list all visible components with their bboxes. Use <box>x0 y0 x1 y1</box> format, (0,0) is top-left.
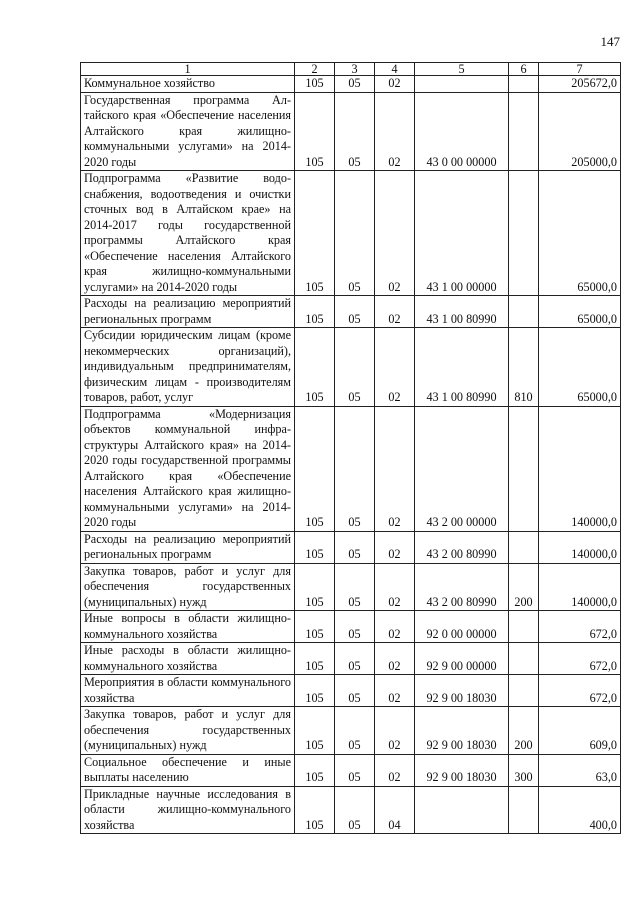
row-name-cell: Подпрограмма «Модернизация объектов коммунальной инфраструктуры Алтайского края» на 2014-2020 годы государственной программы Алтайского края «Обеспечение населения Алтайского края жилищно-коммунальными услугами» на 2014-2020 годы <box>81 406 295 531</box>
row-expense-type-cell <box>509 786 539 834</box>
row-code-4-cell: 04 <box>375 786 415 834</box>
row-amount-cell: 205000,0 <box>539 92 621 171</box>
row-code-2-cell: 105 <box>295 643 335 675</box>
row-target-code-cell: 92 9 00 18030 <box>415 675 509 707</box>
row-code-3-cell: 05 <box>335 754 375 786</box>
row-code-3-cell: 05 <box>335 76 375 93</box>
row-code-2-cell: 105 <box>295 563 335 611</box>
row-name-cell: Закупка товаров, работ и услуг для обеспечения государственных (муниципальных) нужд <box>81 707 295 755</box>
row-code-2-cell: 105 <box>295 786 335 834</box>
row-code-2-cell: 105 <box>295 611 335 643</box>
row-code-2-cell: 105 <box>295 531 335 563</box>
header-col-2: 2 <box>295 63 335 76</box>
table-row <box>81 754 621 786</box>
table-row <box>81 328 621 407</box>
row-name-cell: Иные вопросы в области жилищно-коммунального хозяйства <box>81 611 295 643</box>
row-code-2-cell: 105 <box>295 328 335 407</box>
row-amount-cell: 140000,0 <box>539 563 621 611</box>
row-target-code-cell <box>415 786 509 834</box>
row-expense-type-cell <box>509 406 539 531</box>
table-row <box>81 786 621 834</box>
row-code-4-cell: 02 <box>375 171 415 296</box>
row-code-4-cell: 02 <box>375 643 415 675</box>
row-code-3-cell: 05 <box>335 786 375 834</box>
row-amount-cell: 140000,0 <box>539 406 621 531</box>
row-code-3-cell: 05 <box>335 531 375 563</box>
row-name-cell: Государственная программа Алтайского края «Обеспечение населения Алтайского края жилищно-коммунальными услугами» на 2014-2020 годы <box>81 92 295 171</box>
table-body <box>81 76 621 834</box>
row-amount-cell: 65000,0 <box>539 296 621 328</box>
row-code-4-cell: 02 <box>375 531 415 563</box>
row-expense-type-cell: 200 <box>509 707 539 755</box>
row-amount-cell: 65000,0 <box>539 328 621 407</box>
table-header <box>81 63 621 76</box>
row-code-2-cell: 105 <box>295 296 335 328</box>
table-row <box>81 563 621 611</box>
row-amount-cell: 63,0 <box>539 754 621 786</box>
row-target-code-cell <box>415 76 509 93</box>
header-row <box>81 63 621 76</box>
row-code-2-cell: 105 <box>295 92 335 171</box>
header-col-1: 1 <box>81 63 295 76</box>
table-row <box>81 611 621 643</box>
row-code-3-cell: 05 <box>335 406 375 531</box>
row-expense-type-cell <box>509 675 539 707</box>
row-target-code-cell: 43 2 00 00000 <box>415 406 509 531</box>
row-target-code-cell: 43 2 00 80990 <box>415 563 509 611</box>
row-code-4-cell: 02 <box>375 707 415 755</box>
row-name-cell: Расходы на реализацию мероприятий региональных программ <box>81 531 295 563</box>
row-target-code-cell: 43 1 00 80990 <box>415 296 509 328</box>
row-code-2-cell: 105 <box>295 707 335 755</box>
row-expense-type-cell <box>509 171 539 296</box>
row-code-2-cell: 105 <box>295 406 335 531</box>
table-row <box>81 296 621 328</box>
row-expense-type-cell <box>509 531 539 563</box>
header-col-4: 4 <box>375 63 415 76</box>
row-target-code-cell: 92 0 00 00000 <box>415 611 509 643</box>
row-target-code-cell: 92 9 00 18030 <box>415 707 509 755</box>
row-code-4-cell: 02 <box>375 675 415 707</box>
row-code-2-cell: 105 <box>295 171 335 296</box>
budget-table <box>80 62 621 834</box>
row-code-4-cell: 02 <box>375 296 415 328</box>
table-row <box>81 406 621 531</box>
row-code-4-cell: 02 <box>375 563 415 611</box>
row-name-cell: Закупка товаров, работ и услуг для обеспечения государственных (муниципальных) нужд <box>81 563 295 611</box>
row-target-code-cell: 43 1 00 00000 <box>415 171 509 296</box>
header-col-5: 5 <box>415 63 509 76</box>
row-code-4-cell: 02 <box>375 328 415 407</box>
row-amount-cell: 205672,0 <box>539 76 621 93</box>
row-name-cell: Коммунальное хозяйство <box>81 76 295 93</box>
row-code-3-cell: 05 <box>335 675 375 707</box>
row-expense-type-cell: 200 <box>509 563 539 611</box>
row-name-cell: Иные расходы в области жилищно-коммунального хозяйства <box>81 643 295 675</box>
table-row <box>81 171 621 296</box>
row-code-3-cell: 05 <box>335 171 375 296</box>
row-code-3-cell: 05 <box>335 563 375 611</box>
row-target-code-cell: 43 0 00 00000 <box>415 92 509 171</box>
header-col-6: 6 <box>509 63 539 76</box>
header-col-3: 3 <box>335 63 375 76</box>
row-name-cell: Социальное обеспечение и иные выплаты населению <box>81 754 295 786</box>
table-row <box>81 675 621 707</box>
row-expense-type-cell <box>509 296 539 328</box>
row-amount-cell: 65000,0 <box>539 171 621 296</box>
row-code-3-cell: 05 <box>335 328 375 407</box>
row-expense-type-cell: 300 <box>509 754 539 786</box>
row-expense-type-cell <box>509 92 539 171</box>
row-code-4-cell: 02 <box>375 611 415 643</box>
row-expense-type-cell <box>509 611 539 643</box>
table-row <box>81 707 621 755</box>
row-expense-type-cell <box>509 76 539 93</box>
row-amount-cell: 672,0 <box>539 675 621 707</box>
row-code-3-cell: 05 <box>335 643 375 675</box>
row-amount-cell: 672,0 <box>539 643 621 675</box>
row-code-2-cell: 105 <box>295 76 335 93</box>
row-amount-cell: 400,0 <box>539 786 621 834</box>
table-row <box>81 92 621 171</box>
page-number: 147 <box>600 34 620 49</box>
row-code-3-cell: 05 <box>335 707 375 755</box>
row-code-2-cell: 105 <box>295 675 335 707</box>
row-name-cell: Подпрограмма «Развитие водоснабжения, водоотведения и очистки сточных вод в Алтайском крае» на 2014-2017 годы государственной программы Алтайского края «Обеспечение населения Алтайского края жилищно-коммунальными услугами» на 2014-2020 годы <box>81 171 295 296</box>
row-target-code-cell: 43 1 00 80990 <box>415 328 509 407</box>
row-code-3-cell: 05 <box>335 296 375 328</box>
row-amount-cell: 140000,0 <box>539 531 621 563</box>
row-code-4-cell: 02 <box>375 406 415 531</box>
row-code-4-cell: 02 <box>375 754 415 786</box>
row-code-2-cell: 105 <box>295 754 335 786</box>
row-code-3-cell: 05 <box>335 611 375 643</box>
row-name-cell: Субсидии юридическим лицам (кроме некоммерческих организаций), индивидуальным предпринимателям, физическим лицам - производителям товаров, работ, услуг <box>81 328 295 407</box>
row-name-cell: Расходы на реализацию мероприятий региональных программ <box>81 296 295 328</box>
row-amount-cell: 672,0 <box>539 611 621 643</box>
table-row <box>81 531 621 563</box>
row-target-code-cell: 92 9 00 00000 <box>415 643 509 675</box>
row-code-4-cell: 02 <box>375 92 415 171</box>
row-code-3-cell: 05 <box>335 92 375 171</box>
table-row <box>81 643 621 675</box>
row-name-cell: Мероприятия в области коммунального хозяйства <box>81 675 295 707</box>
row-expense-type-cell <box>509 643 539 675</box>
row-expense-type-cell: 810 <box>509 328 539 407</box>
row-target-code-cell: 43 2 00 80990 <box>415 531 509 563</box>
header-col-7: 7 <box>539 63 621 76</box>
row-amount-cell: 609,0 <box>539 707 621 755</box>
row-name-cell: Прикладные научные исследования в области жилищно-коммунального хозяйства <box>81 786 295 834</box>
row-code-4-cell: 02 <box>375 76 415 93</box>
table-row <box>81 76 621 93</box>
row-target-code-cell: 92 9 00 18030 <box>415 754 509 786</box>
